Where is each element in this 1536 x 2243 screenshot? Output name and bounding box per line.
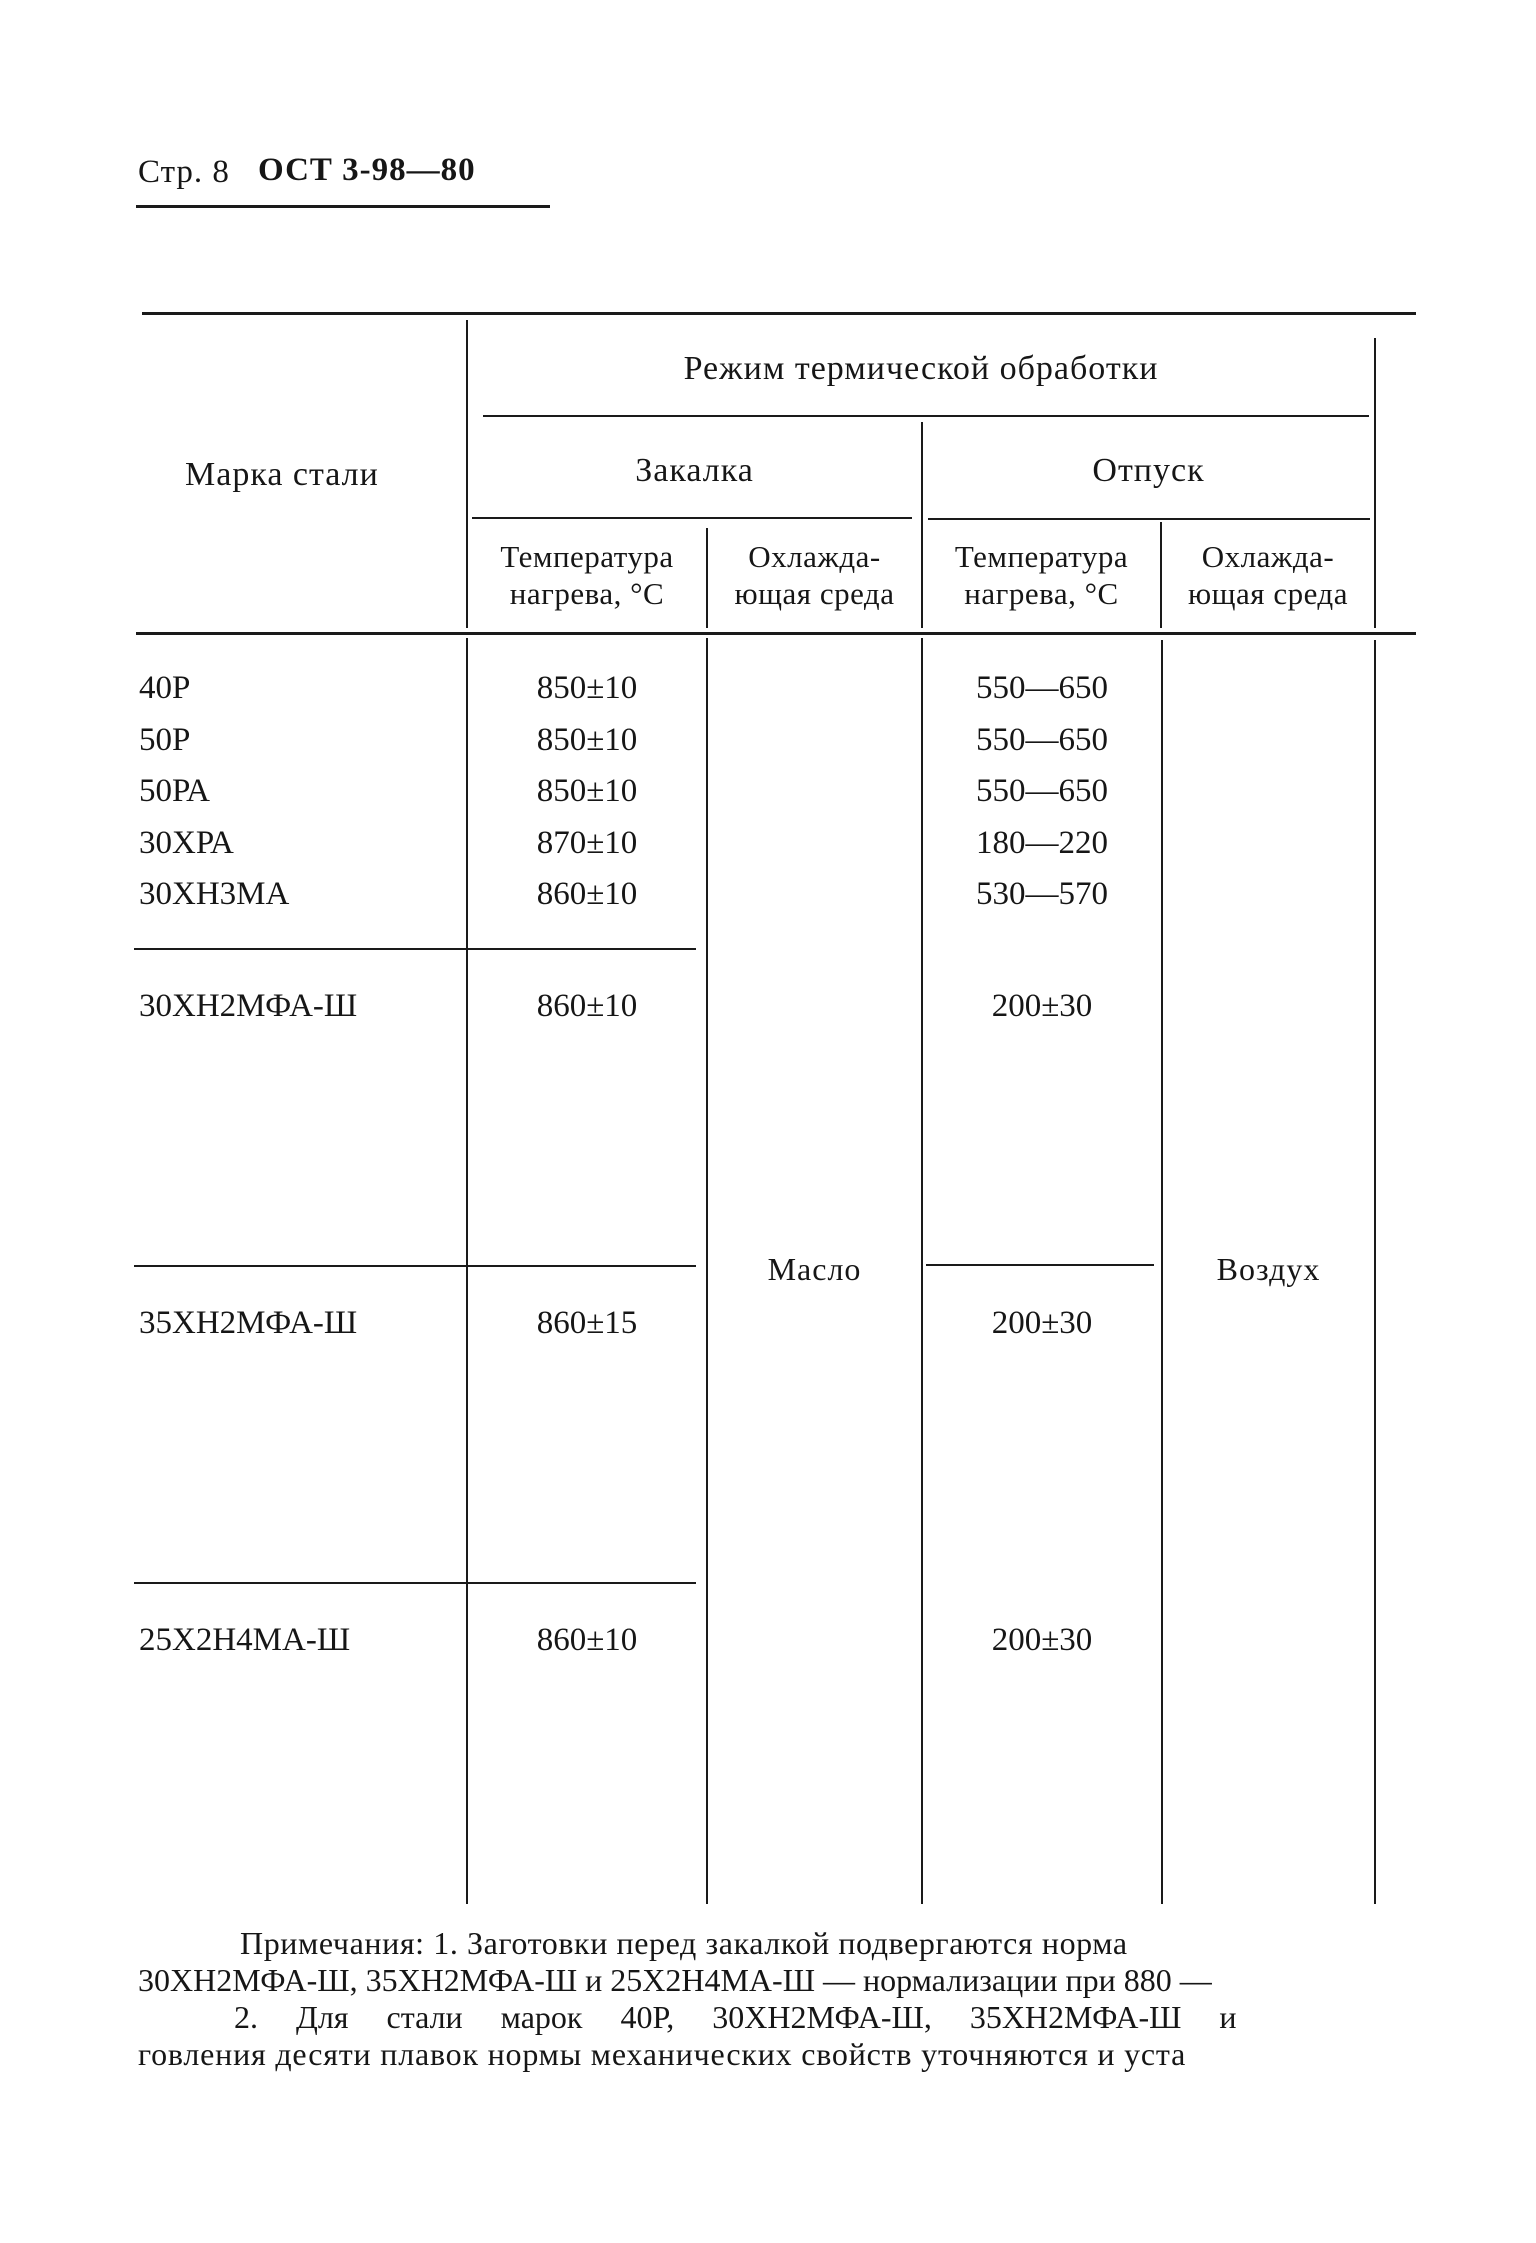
quench-temp-header-line1: Температура — [500, 539, 674, 574]
quench-medium-value: Масло — [767, 1251, 862, 1287]
table-cell-temper-temp: 200±30 — [991, 988, 1093, 1024]
group-rule-3-left — [134, 1582, 696, 1584]
column-steel-grade: Марка стали — [185, 456, 379, 493]
group-rule-1-left — [134, 948, 696, 950]
temper-medium-header — [1162, 538, 1374, 612]
body-vline-right — [1374, 640, 1376, 1904]
table-cell-steel: 50Р — [139, 722, 191, 758]
group-rule-2-left — [134, 1265, 696, 1267]
table-cell-quench-temp: 870±10 — [536, 825, 638, 861]
quench-temp-header — [468, 538, 706, 612]
table-header-bottom-rule — [136, 632, 1416, 635]
temper-medium-header-line1: Охлажда- — [1201, 539, 1335, 574]
table-cell-steel: 30ХРА — [139, 825, 234, 861]
table-cell-quench-temp: 850±10 — [536, 722, 638, 758]
table-cell-quench-temp: 850±10 — [536, 670, 638, 706]
table-cell-quench-temp: 860±10 — [536, 876, 638, 912]
table-cell-steel: 35ХН2МФА-Ш — [139, 1305, 358, 1341]
note-line-3: 2. Для стали марок 40Р, 30ХН2МФА-Ш, 35ХН2МФА-Ш и — [234, 1999, 1237, 2035]
quench-medium-header-line2: ющая среда — [734, 576, 895, 611]
table-cell-steel: 50РА — [139, 773, 210, 809]
page-label: Стр. 8 — [138, 154, 230, 190]
temper-temp-header — [923, 538, 1160, 612]
header-temper-rule — [928, 518, 1370, 520]
header-quench-rule — [472, 517, 912, 519]
table-cell-quench-temp: 860±15 — [536, 1305, 638, 1341]
note-line-4: говления десяти плавок нормы механических свойств уточняются и уста — [138, 2036, 1187, 2072]
temper-medium-header-line2: ющая среда — [1188, 576, 1348, 611]
table-cell-temper-temp: 550—650 — [976, 773, 1108, 809]
quench-temp-header-line2: нагрева, °С — [509, 576, 665, 611]
table-cell-temper-temp: 530—570 — [976, 876, 1108, 912]
table-cell-steel: 30ХН3МА — [139, 876, 290, 912]
temper-temp-header-line1: Температура — [954, 539, 1129, 574]
quench-medium-header-line1: Охлажда- — [748, 539, 881, 574]
table-cell-quench-temp: 850±10 — [536, 773, 638, 809]
table-cell-temper-temp: 550—650 — [976, 670, 1108, 706]
column-temper: Отпуск — [1092, 452, 1205, 489]
table-cell-steel: 30ХН2МФА-Ш — [139, 988, 358, 1024]
table-cell-temper-temp: 180—220 — [976, 825, 1108, 861]
table-cell-quench-temp: 860±10 — [536, 988, 638, 1024]
note-line-2: 30ХН2МФА-Ш, 35ХН2МФА-Ш и 25Х2Н4МА-Ш — нормализации при 880 — — [138, 1962, 1212, 1998]
table-cell-temper-temp: 200±30 — [991, 1622, 1093, 1658]
temper-temp-header-line2: нагрева, °С — [964, 576, 1119, 611]
column-quench: Закалка — [635, 452, 754, 489]
column-heat-treatment: Режим термической обработки — [683, 350, 1159, 387]
table-cell-quench-temp: 860±10 — [536, 1622, 638, 1658]
table-top-rule — [142, 312, 1416, 315]
header-underline — [136, 205, 550, 208]
table-cell-temper-temp: 550—650 — [976, 722, 1108, 758]
quench-medium-header — [708, 538, 921, 612]
table-cell-steel: 25Х2Н4МА-Ш — [139, 1622, 351, 1658]
table-cell-steel: 40Р — [139, 670, 191, 706]
header-vline-right — [1374, 338, 1376, 628]
header-group-rule — [483, 415, 1369, 417]
note-line-1: Примечания: 1. Заготовки перед закалкой подвергаются норма — [240, 1925, 1128, 1961]
temper-medium-value: Воздух — [1216, 1251, 1321, 1287]
table-cell-temper-temp: 200±30 — [991, 1305, 1093, 1341]
standard-number: ОСТ 3-98—80 — [258, 152, 476, 188]
group-rule-2-right — [926, 1264, 1154, 1266]
